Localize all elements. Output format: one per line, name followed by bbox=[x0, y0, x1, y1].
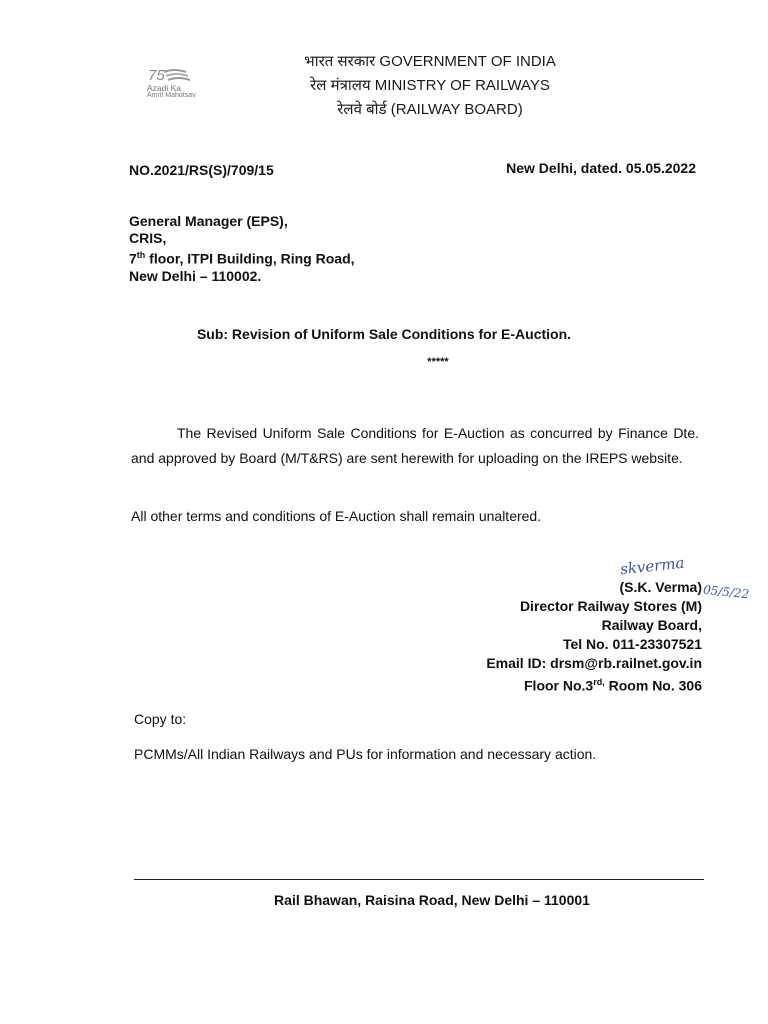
signatory-room bbox=[486, 673, 702, 696]
footer-address: Rail Bhawan, Raisina Road, New Delhi – 110001 bbox=[274, 892, 590, 908]
signatory-name: (S.K. Verma) bbox=[619, 579, 702, 595]
addressee-block bbox=[129, 213, 355, 285]
reference-number: NO.2021/RS(S)/709/15 bbox=[129, 162, 274, 178]
floor-prefix: Floor No.3 bbox=[524, 677, 594, 694]
azadi-ka-amrit-mahotsav-logo bbox=[140, 64, 210, 108]
logo-text bbox=[147, 84, 196, 100]
handwritten-signature: skverma bbox=[619, 553, 686, 579]
addressee-line-4: New Delhi – 110002. bbox=[129, 267, 262, 284]
body-paragraph-1 bbox=[131, 421, 699, 471]
letterhead bbox=[240, 50, 620, 122]
svg-text:75: 75 bbox=[148, 67, 165, 84]
letterhead-line-board: रेलवे बोर्ड (RAILWAY BOARD) bbox=[337, 101, 523, 118]
letterhead-line-government: भारत सरकार GOVERNMENT OF INDIA bbox=[304, 53, 556, 70]
signatory-office: Railway Board, bbox=[601, 617, 702, 633]
signatory-designation: Director Railway Stores (M) bbox=[519, 598, 702, 614]
footer-divider bbox=[134, 879, 704, 880]
separator-stars: ***** bbox=[427, 356, 449, 368]
letterhead-line-ministry: रेल मंत्रालय MINISTRY OF RAILWAYS bbox=[310, 77, 550, 94]
floor-ordinal: th bbox=[136, 250, 146, 260]
addressee-street: floor, ITPI Building, Ring Road, bbox=[145, 250, 355, 267]
copy-to-label: Copy to: bbox=[134, 711, 187, 727]
addressee-line-3 bbox=[129, 247, 355, 268]
room-number: Room No. 306 bbox=[604, 677, 702, 694]
floor-number: 7 bbox=[129, 250, 137, 267]
signature-block bbox=[486, 578, 702, 696]
logo-line-2: Amrit Mahotsav bbox=[147, 92, 196, 99]
signatory-email: Email ID: drsm@rb.railnet.gov.in bbox=[486, 655, 702, 671]
letter-date: New Delhi, dated. 05.05.2022 bbox=[506, 160, 696, 176]
floor-sup: rd, bbox=[593, 677, 605, 687]
handwritten-date: 05/5/22 bbox=[702, 582, 750, 602]
logo-line-1: Azadi Ka bbox=[147, 83, 182, 93]
addressee-line-2: CRIS, bbox=[129, 230, 167, 246]
copy-to-recipients: PCMMs/All Indian Railways and PUs for information and necessary action. bbox=[134, 746, 597, 762]
body-paragraph-2: All other terms and conditions of E-Auction shall remain unaltered. bbox=[131, 508, 542, 524]
body-paragraph-1-text: The Revised Uniform Sale Conditions for E-Auction as concurred by Finance Dte. and approved by Board (M/T&RS) are sent herewith for uploading on the IREPS website. bbox=[131, 425, 699, 466]
subject-line: Sub: Revision of Uniform Sale Conditions for E-Auction. bbox=[196, 326, 572, 342]
signatory-telephone: Tel No. 011-23307521 bbox=[562, 636, 702, 652]
addressee-line-1: General Manager (EPS), bbox=[129, 213, 288, 229]
